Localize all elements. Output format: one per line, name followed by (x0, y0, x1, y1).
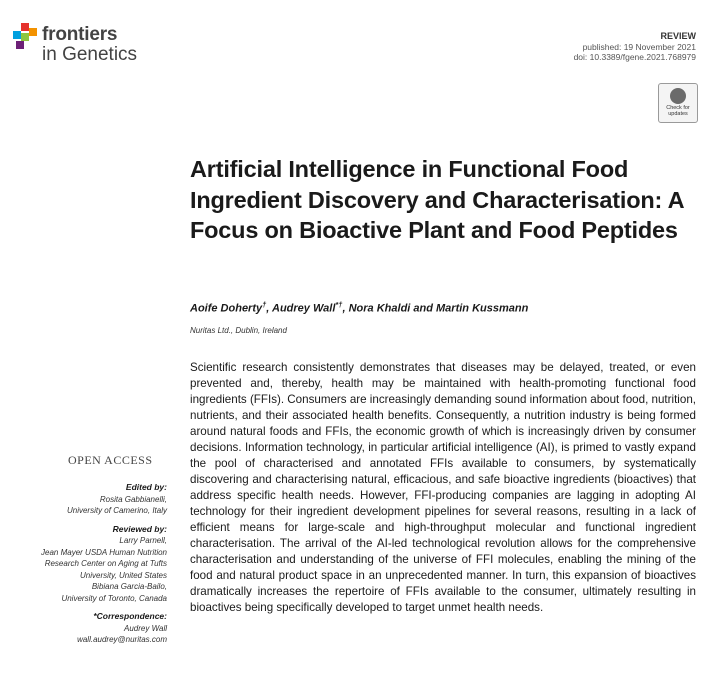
check-updates-label-2: updates (668, 111, 688, 117)
editor-name: Rosita Gabbianelli, (99, 494, 167, 504)
check-for-updates-button[interactable] (658, 83, 698, 123)
journal-subname: in Genetics (42, 44, 138, 65)
published-date: published: 19 November 2021 (582, 41, 696, 52)
reviewer-affiliation: Jean Mayer USDA Human Nutrition (41, 547, 167, 557)
article-sidebar (0, 482, 167, 646)
author-name[interactable]: Aoife Doherty (190, 302, 263, 315)
correspondence-email[interactable]: wall.audrey@nuritas.com (77, 635, 167, 644)
author-list: Aoife Doherty†, Audrey Wall*†, Nora Khaldi and Martin Kussmann (190, 300, 529, 315)
reviewed-by-label: Reviewed by: (112, 523, 167, 534)
reviewer-name: Larry Parnell, (119, 536, 167, 545)
author-name[interactable]: Audrey Wall (272, 302, 336, 315)
check-updates-icon (670, 88, 686, 104)
affiliation: Nuritas Ltd., Dublin, Ireland (190, 326, 287, 335)
reviewer-affiliation: Research Center on Aging at Tufts (44, 559, 167, 568)
journal-name: frontiers (42, 24, 118, 45)
reviewer-affiliation: University, United States (80, 570, 167, 580)
editor-affiliation: University of Camerino, Italy (66, 506, 167, 515)
correspondence-name: Audrey Wall (124, 623, 167, 633)
author-name[interactable]: Nora Khaldi (348, 302, 411, 315)
reviewer-name: Bibiana Garcia-Bailo, (91, 582, 167, 591)
abstract: Scientific research consistently demonstrates that diseases may be delayed, treated, or even prevented and, thereby, health may be maintained with health-promoting functional food ingredients (FFIs). Consumers are increasingly demanding sound information about food, nutrition, nutrients, and their associated health benefits. Consequently, a nutrition industry is being formed around natural foods and FFIs, the economic growth of which is increasingly driven by consumer decisions. Information technology, in particular artificial intelligence (AI), is primed to vastly expand the pool of characterised and annotated FFIs available to consumers, by systematically discovering and characterising natural, efficacious, and safe bioactive ingredients (bioactives) that address specific health needs. However, FFI-producing companies are lagging in adopting AI technology for their ingredient development pipelines for several reasons, resulting in a lack of efficient means for large-scale and high-throughput molecular and functional ingredient characterisation. The arrival of the AI-led technological revolution allows for the comprehensive characterisation and understanding of the universe of FFI molecules, enabling the mining of the food and natural product space in an unprecedented manner. In turn, this expansion of bioactives dramatically increases the repertoire of FFIs available to the consumer, ultimately resulting in bioactives being specifically developed to target unmet health needs. (190, 361, 696, 614)
open-access-label: OPEN ACCESS (68, 453, 153, 467)
article-meta (574, 31, 696, 63)
article-title: Artificial Intelligence in Functional Food Ingredient Discovery and Characterisation: A Focus on Bioactive Plant and Food Peptides (190, 156, 684, 243)
check-updates-label: Check for (666, 105, 690, 111)
edited-by-label: Edited by: (125, 482, 167, 492)
frontiers-logo-icon (12, 22, 40, 50)
journal-logo[interactable] (12, 18, 162, 68)
reviewer-affiliation: University of Toronto, Canada (61, 593, 167, 603)
correspondence-label: *Correspondence: (93, 611, 167, 621)
author-name[interactable]: Martin Kussmann (436, 302, 529, 315)
author-mark: † (262, 300, 267, 309)
doi[interactable]: doi: 10.3389/fgene.2021.768979 (573, 52, 696, 62)
article-type: REVIEW (660, 31, 696, 41)
author-mark: *† (335, 300, 343, 309)
